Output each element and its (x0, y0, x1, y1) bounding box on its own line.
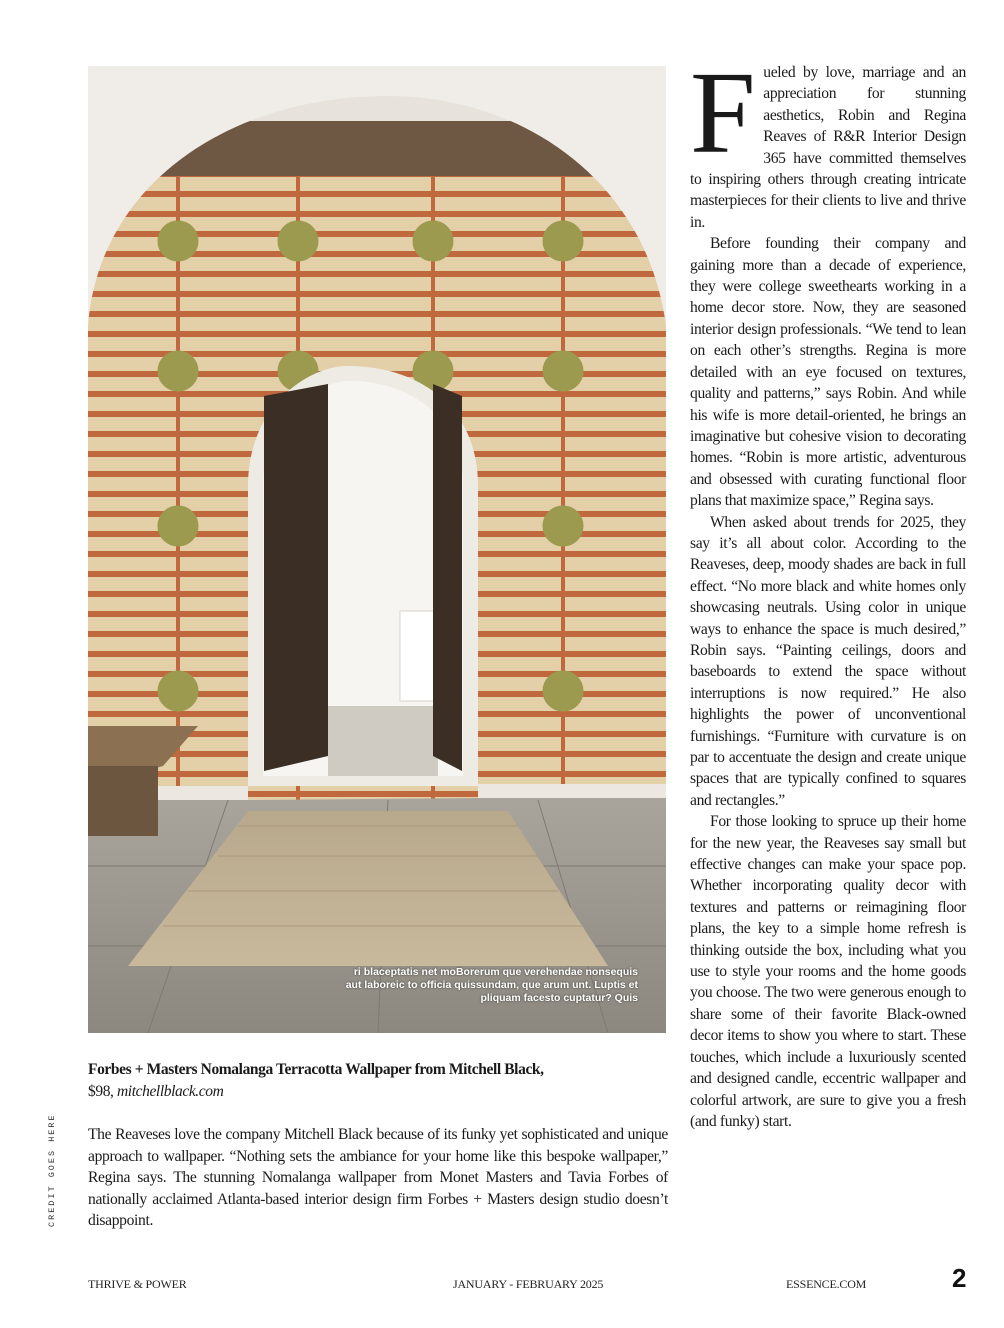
page-number: 2 (952, 1263, 967, 1293)
caption-url[interactable]: mitchellblack.com (117, 1083, 224, 1100)
hero-photo (88, 66, 666, 1033)
photo-overlay-text: ri blaceptatis net moBorerum que verehendae nonsequis aut laboreic to officia quissundam, que arum unt. Luptis et pliquam facesto cuptatur? Quis (345, 966, 638, 1004)
drop-cap: F (690, 47, 756, 178)
article-column (690, 47, 966, 1132)
hallway-illustration (88, 66, 666, 1033)
photo-credit: CREDIT GOES HERE (47, 1113, 57, 1227)
article-paragraph-3: When asked about trends for 2025, they say it’s all about color. According to the Reaveses, deep, moody shades are back in full effect. “No more black and white homes only showcasing neutrals. Using color in unique ways to enhance the space is much desired,” Robin says. “Painting ceilings, doors and baseboards to extend the space without interruptions is now required.” He also highlights the power of unconventional furnishings. “Furniture with curvature is on par to accentuate the design and create unique spaces that are typically confined to squares and rectangles.” (690, 513, 966, 809)
photo-caption (88, 1059, 668, 1103)
caption-title: Forbes + Masters Nomalanga Terracotta Wallpaper from Mitchell Black, (88, 1061, 544, 1078)
footer-site[interactable]: ESSENCE.COM (786, 1277, 867, 1291)
footer-section: THRIVE & POWER (88, 1277, 187, 1291)
body-text-left: The Reaveses love the company Mitchell Black because of its funky yet sophisticated and unique approach to wallpaper. “Nothing sets the ambiance for your home like this bespoke wallpaper,” Regina says. The stunning Nomalanga wallpaper from Monet Masters and Tavia Forbes of nationally acclaimed Atlanta-based interior design firm Forbes + Masters design studio doesn’t disappoint. (88, 1126, 668, 1229)
article-paragraph-1-text: ueled by love, marriage and an appreciation for stunning aesthetics, Robin and Regina Reaves of R&R Interior Design 365 have committed themselves to inspiring others through creating intricate masterpieces for their clients to live and thrive in. (690, 64, 966, 231)
article-paragraph-4: For those looking to spruce up their home for the new year, the Reaveses say small but effective changes can make your space pop. Whether incorporating quality decor with textures and patterns or reimagining floor plans, the key to a simple home refresh is thinking outside the box, including what you use to style your rooms and the home goods you choose. The two were generous enough to share some of their favorite Black-owned decor items to show you where to start. These touches, which include a luxuriously scented and designed candle, eccentric wallpaper and colorful artwork, are sure to give you a fresh (and funky) start. (690, 813, 966, 1130)
caption-price: $98, (88, 1083, 114, 1100)
footer-issue: JANUARY - FEBRUARY 2025 (453, 1277, 604, 1291)
article-paragraph-2: Before founding their company and gaining more than a decade of experience, they were college sweethearts working in a home decor store. Now, they are seasoned interior design professionals. “We tend to lean on each other’s strengths. Regina is more detailed with an eye focused on textures, quality and patterns,” says Robin. And while his wife is more detail-oriented, he brings an imaginative but cohesive vision to decorating homes. “Robin is more artistic, adventurous and obsessed with curating functional floor plans that maximize space,” Regina says. (690, 235, 966, 510)
article-paragraph-1 (690, 47, 966, 233)
